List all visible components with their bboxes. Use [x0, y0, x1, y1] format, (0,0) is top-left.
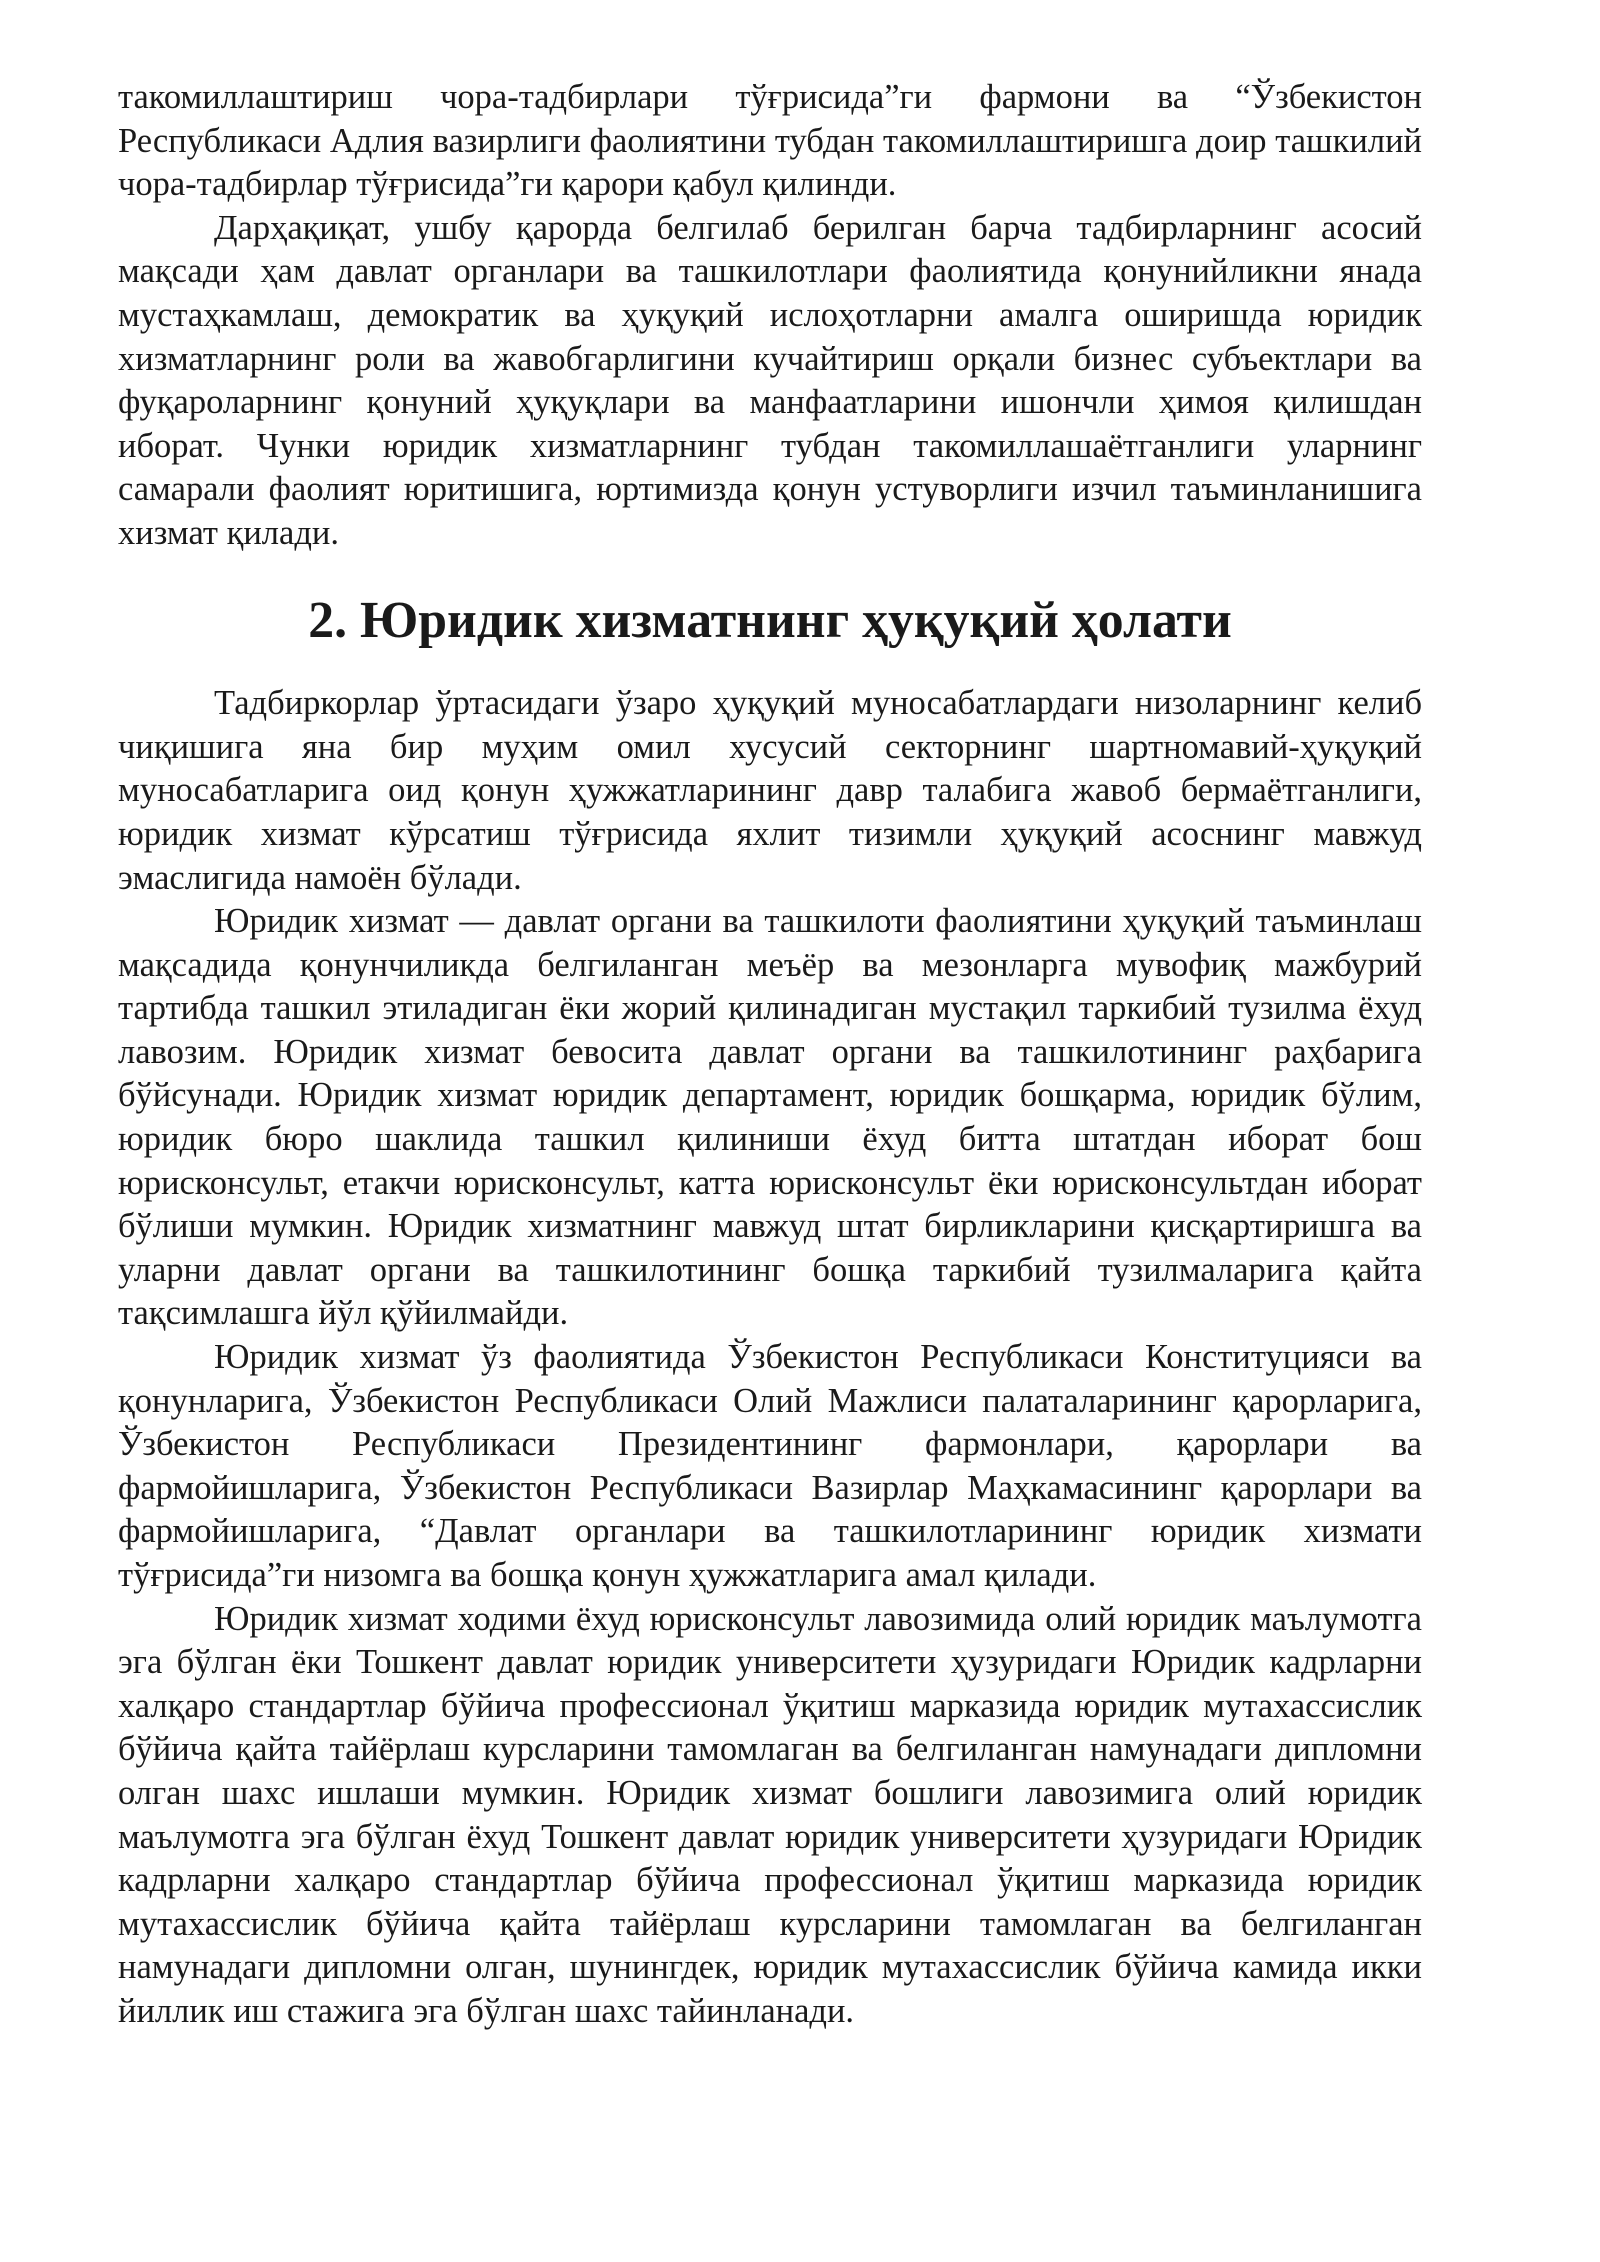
document-body: [118, 76, 1422, 2034]
paragraph-disputes: Тадбиркорлар ўртасидаги ўзаро ҳуқуқий муносабатлардаги низоларнинг келиб чиқишига яна бир муҳим омил хусусий секторнинг шартномавий-ҳуқуқий муносабатларига оид қонун ҳужжатларининг давр талабига жавоб бермаётганлиги, юридик хизмат кўрсатиш тўғрисида яхлит тизимли ҳуқуқий асоснинг мавжуд эмаслигида намоён бўлади.: [118, 684, 1422, 897]
paragraph-purpose: Дарҳақиқат, ушбу қарорда белгилаб берилган барча тадбирларнинг асосий мақсади ҳам давлат органлари ва ташкилотлари фаолиятида қонунийликни янада мустаҳкамлаш, демократик ва ҳуқуқий ислоҳотларни амалга оширишда юридик хизматларнинг роли ва жавобгарлигини кучайтириш орқали бизнес субъектлари ва фуқароларнинг қонуний ҳуқуқлари ва манфаатларини ишончли ҳимоя қилишдан иборат. Чунки юридик хизматларнинг тубдан такомиллашаётганлиги уларнинг самарали фаолият юритишига, юртимизда қонун устуворлиги изчил таъминланишига хизмат қилади.: [118, 208, 1422, 552]
paragraph-continuation: такомиллаштириш чора-тадбирлари тўғрисида”ги фармони ва “Ўзбекистон Республикаси Адлия вазирлиги фаолиятини тубдан такомиллаштиришга доир ташкилий чора-тадбирлар тўғрисида”ги қарори қабул қилинди.: [118, 78, 1422, 204]
paragraph-definition: Юридик хизмат — давлат органи ва ташкилоти фаолиятини ҳуқуқий таъминлаш мақсадида қонунчиликда белгиланган меъёр ва мезонларга мувофиқ мажбурий тартибда ташкил этиладиган ёки жорий қилинадиган мустақил таркибий тузилма ёхуд лавозим. Юридик хизмат бевосита давлат органи ва ташкилотининг раҳбарига бўйсунади. Юридик хизмат юридик департамент, юридик бошқарма, юридик бўлим, юридик бюро шаклида ташкил қилиниши ёхуд битта штатдан иборат бош юрисконсульт, етакчи юрисконсульт, катта юрисконсульт ёки юрисконсультдан иборат бўлиши мумкин. Юридик хизматнинг мавжуд штат бирликларини қисқартиришга ва уларни давлат органи ва ташкилотининг бошқа таркибий тузилмаларига қайта тақсимлашга йўл қўйилмайди.: [118, 902, 1422, 1333]
paragraph-qualifications: Юридик хизмат ходими ёхуд юрисконсульт лавозимида олий юридик маълумотга эга бўлган ёки Тошкент давлат юридик университети ҳузуридаги Юридик кадрларни халқаро стандартлар бўйича профессионал ўқитиш марказида юридик мутахассислик бўйича қайта тайёрлаш курсларини тамомлаган ва белгиланган намунадаги дипломни олган шахс ишлаши мумкин. Юридик хизмат бошлиги лавозимига олий юридик маълумотга эга бўлган ёхуд Тошкент давлат юридик университети ҳузуридаги Юридик кадрларни халқаро стандартлар бўйича профессионал ўқитиш марказида юридик мутахассислик бўйича қайта тайёрлаш курсларини тамомлаган ва белгиланган намунадаги дипломни олган, шунингдек, юридик мутахассислик бўйича камида икки йиллик иш стажига эга бўлган шахс тайинланади.: [118, 1599, 1422, 2030]
section-heading: 2. Юридик хизматнинг ҳуқуқий ҳолати: [308, 591, 1232, 649]
paragraph-legal-basis: Юридик хизмат ўз фаолиятида Ўзбекистон Республикаси Конституцияси ва қонунларига, Ўзбекистон Республикаси Олий Мажлиси палаталарининг қарорларига, Ўзбекистон Республикаси Президентининг фармонлари, қарорлари ва фармойишларига, Ўзбекистон Республикаси Вазирлар Маҳкамасининг қарорлари ва фармойишларига, “Давлат органлари ва ташкилотларининг юридик хизмати тўғрисида”ги низомга ва бошқа қонун ҳужжатларига амал қилади.: [118, 1338, 1422, 1594]
